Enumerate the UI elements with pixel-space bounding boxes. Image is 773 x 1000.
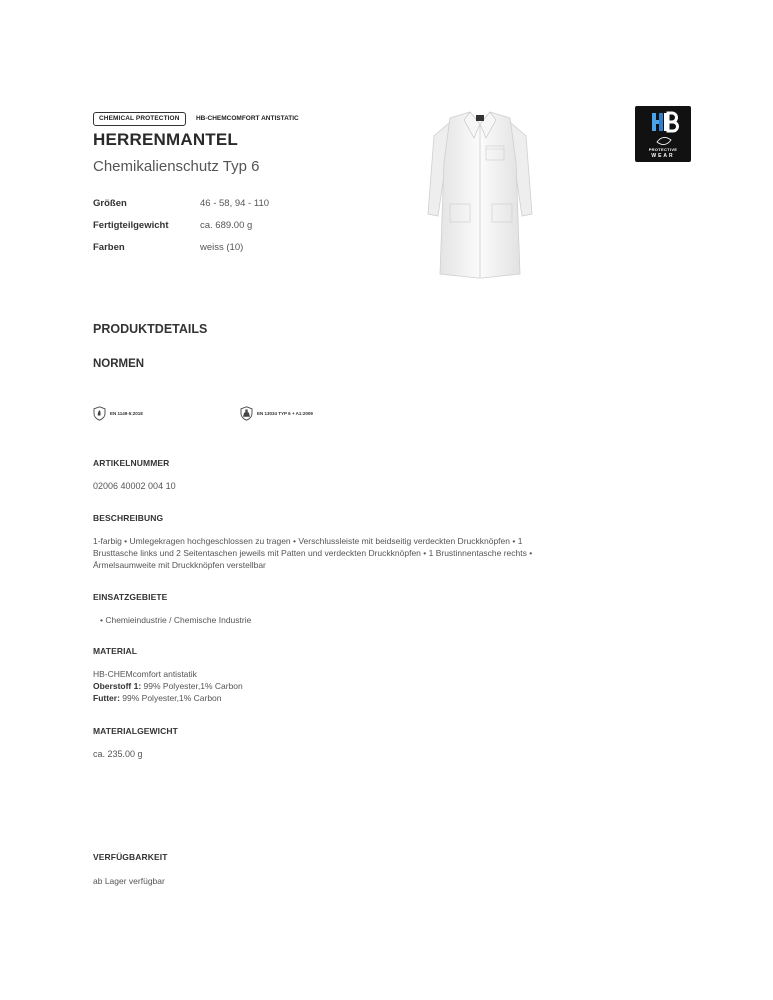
spec-value: 46 - 58, 94 - 110 (200, 198, 270, 209)
product-line-label: HB-CHEMCOMFORT ANTISTATIC (195, 115, 299, 122)
description-line: 1-farbig • Umlegekragen hochgeschlossen zu tragen • Verschlussleiste mit beidseitig verdeckten Druckknöpfen • 1 (93, 536, 523, 546)
description-line: Brusttasche links und 2 Seitentaschen jeweils mit Patten und verdeckten Druckknöpfen • 1 Brustinnentasche rechts • (93, 548, 533, 558)
norm-label: EN 1149-5:2018 (110, 411, 143, 416)
category-tag-row (93, 107, 299, 126)
material-lining-label: Futter: (93, 693, 120, 703)
usage-heading: EINSATZGEBIETE (93, 592, 168, 602)
page-subtitle: Chemikalienschutz Typ 6 (93, 158, 260, 175)
lab-coat-illustration (420, 102, 540, 282)
details-heading: PRODUKTDETAILS (93, 322, 208, 336)
spec-value: ca. 689.00 g (200, 220, 253, 231)
material-name: HB-CHEMcomfort antistatik (93, 669, 197, 679)
shield-flame-icon (93, 406, 106, 421)
material-lining-value: 99% Polyester,1% Carbon (119, 693, 222, 703)
norm-item (93, 406, 143, 421)
spec-row-weight (93, 220, 313, 242)
spec-list (93, 198, 313, 264)
material-weight-heading: MATERIALGEWICHT (93, 726, 178, 736)
availability-value: ab Lager verfügbar (93, 876, 165, 886)
availability-heading: VERFÜGBARKEIT (93, 852, 168, 862)
description-heading: BESCHREIBUNG (93, 513, 164, 523)
category-badge: CHEMICAL PROTECTION (93, 112, 186, 126)
bullet-icon: • (100, 615, 106, 625)
logo-line-1: PROTECTIVE (648, 147, 678, 152)
usage-list-item (100, 614, 251, 626)
spec-label: Farben (93, 242, 125, 253)
material-outer (93, 680, 243, 692)
norm-item (240, 406, 313, 421)
spec-label: Größen (93, 198, 127, 209)
material-heading: MATERIAL (93, 646, 138, 656)
material-block (93, 668, 243, 704)
brand-logo (635, 106, 691, 162)
page-title: HERRENMANTEL (93, 130, 239, 149)
spec-value: weiss (10) (200, 242, 244, 253)
material-outer-value: 99% Polyester,1% Carbon (141, 681, 243, 691)
material-lining (93, 692, 243, 704)
description-line: Ärmelsaumweite mit Druckknöpfen verstellbar (93, 560, 266, 570)
description-text (93, 535, 653, 571)
logo-line-2: WEAR (651, 153, 675, 159)
material-outer-label: Oberstoff 1: (93, 681, 142, 691)
product-image (420, 102, 540, 282)
norms-heading: NORMEN (93, 358, 145, 370)
spec-row-colors (93, 242, 313, 264)
article-heading: ARTIKELNUMMER (93, 458, 170, 468)
spec-label: Fertigteilgewicht (93, 220, 169, 231)
shield-chemical-icon (240, 406, 253, 421)
spec-row-sizes (93, 198, 313, 220)
material-weight-value: ca. 235.00 g (93, 749, 143, 759)
norm-label: EN 13034 TYP 6 + A1:2009 (257, 411, 313, 416)
usage-item-label: Chemieindustrie / Chemische Industrie (105, 615, 252, 625)
article-number: 02006 40002 004 10 (93, 481, 176, 491)
